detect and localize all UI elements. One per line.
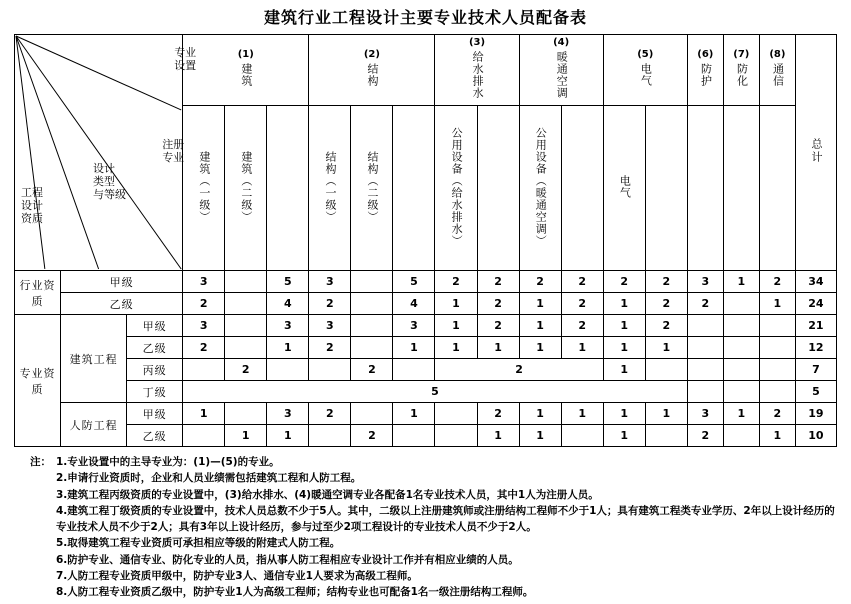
total-column-header: 总计	[795, 35, 836, 271]
group-header-hvac: (4) 暖通空调	[519, 35, 603, 106]
cell-total: 24	[795, 293, 836, 315]
cell	[183, 359, 225, 381]
cell	[687, 337, 723, 359]
note-item	[30, 470, 837, 486]
cell: 2	[645, 293, 687, 315]
cell-total: 34	[795, 271, 836, 293]
cell: 2	[645, 315, 687, 337]
cell: 1	[603, 403, 645, 425]
cell: 3	[309, 271, 351, 293]
subheader-hvac-other	[561, 106, 603, 271]
table-container	[0, 34, 851, 447]
cell: 1	[759, 425, 795, 447]
cell	[225, 337, 267, 359]
cell: 1	[225, 425, 267, 447]
row-grade-label: 乙级	[61, 293, 183, 315]
note-item	[30, 487, 837, 503]
cell	[435, 403, 477, 425]
cell: 1	[519, 425, 561, 447]
subheader-structural-level1: 结构（一级）	[309, 106, 351, 271]
cell: 1	[267, 425, 309, 447]
notes-section	[0, 447, 851, 600]
note-text: 5.取得建筑工程专业资质可承担相应等级的附建式人防工程。	[56, 537, 341, 550]
subheader-architect-level2: 建筑（二级）	[225, 106, 267, 271]
row-grade-label: 甲级	[61, 271, 183, 293]
group-header-architecture: (1) 建筑	[183, 35, 309, 106]
page-title: 建筑行业工程设计主要专业技术人员配备表	[263, 8, 587, 27]
cell: 1	[603, 315, 645, 337]
cell	[393, 425, 435, 447]
cell: 3	[267, 403, 309, 425]
cell-merged-full: 5	[183, 381, 688, 403]
cell	[723, 337, 759, 359]
corner-diagonal-cell: 专业 设置 注册 专业 设计 类型 与等级 工程 设计 资质	[15, 35, 183, 271]
cell	[225, 315, 267, 337]
cell	[723, 359, 759, 381]
subheader-communication	[759, 106, 795, 271]
table-row	[15, 315, 837, 337]
subheader-anti-chemical	[723, 106, 759, 271]
cell: 2	[561, 315, 603, 337]
note-text: 6.防护专业、通信专业、防化专业的人员，指从事人防工程相应专业设计工作并有相应业绩的人员。	[56, 553, 519, 566]
cell: 2	[309, 337, 351, 359]
cell-total: 21	[795, 315, 836, 337]
table-row	[15, 293, 837, 315]
header-group-row	[15, 35, 837, 106]
cell: 2	[435, 271, 477, 293]
cell: 2	[687, 293, 723, 315]
note-item	[30, 535, 837, 551]
cell	[183, 425, 225, 447]
subheader-structural-level2: 结构（二级）	[351, 106, 393, 271]
table-row	[15, 359, 837, 381]
note-item	[30, 584, 837, 600]
note-text: 4.建筑工程丁级资质的专业设置中，技术人员总数不少于5人。其中，二级以上注册建筑师或注册结构工程师不少于1人；具有建筑工程类专业学历、2年以上设计经历的专业技术人员不少于2人；具有3年以上设计经历，参与过至少2项工程设计的专业技术人员不少于2人。	[56, 504, 835, 534]
cell	[759, 337, 795, 359]
cell: 2	[561, 293, 603, 315]
subheader-electrical-other	[645, 106, 687, 271]
cell: 2	[183, 293, 225, 315]
cell: 2	[351, 359, 393, 381]
cell: 1	[477, 425, 519, 447]
cell: 1	[393, 337, 435, 359]
table-row	[15, 425, 837, 447]
cell	[561, 425, 603, 447]
subheader-architect-level1: 建筑（一级）	[183, 106, 225, 271]
cell: 1	[435, 337, 477, 359]
cell: 1	[603, 359, 645, 381]
cell: 2	[477, 271, 519, 293]
cell: 3	[267, 315, 309, 337]
cell: 2	[183, 337, 225, 359]
cell	[351, 293, 393, 315]
cell: 1	[519, 315, 561, 337]
subheader-water-other	[477, 106, 519, 271]
cell: 1	[519, 293, 561, 315]
cell: 1	[561, 337, 603, 359]
cell-total: 7	[795, 359, 836, 381]
cell: 1	[603, 425, 645, 447]
group-header-communication: (8) 通信	[759, 35, 795, 106]
row-grade-label: 甲级	[127, 403, 183, 425]
group-header-anti-chemical: (7) 防化	[723, 35, 759, 106]
cell: 1	[723, 403, 759, 425]
cell	[225, 271, 267, 293]
personnel-allocation-table	[14, 34, 837, 447]
table-row	[15, 403, 837, 425]
subheader-public-equipment-water: 公用设备（给水排水）	[435, 106, 477, 271]
cell	[723, 381, 759, 403]
cell	[267, 359, 309, 381]
cell	[645, 425, 687, 447]
cell-total: 12	[795, 337, 836, 359]
cell: 2	[759, 403, 795, 425]
row-sub-civil-defense-project: 人防工程	[61, 403, 127, 447]
cell	[435, 425, 477, 447]
cell	[351, 271, 393, 293]
cell: 1	[645, 337, 687, 359]
cell	[687, 315, 723, 337]
cell: 1	[183, 403, 225, 425]
cell-merged: 2	[435, 359, 603, 381]
cell: 3	[393, 315, 435, 337]
note-text: 8.人防工程专业资质乙级中，防护专业1人为高级工程师；结构专业也可配备1名一级注册结构工程师。	[56, 586, 534, 599]
cell	[225, 293, 267, 315]
cell: 3	[183, 315, 225, 337]
cell: 5	[393, 271, 435, 293]
row-group-professional-qualification: 专业资质	[15, 315, 61, 447]
cell	[309, 359, 351, 381]
row-grade-label: 甲级	[127, 315, 183, 337]
cell	[759, 381, 795, 403]
cell: 1	[435, 315, 477, 337]
cell	[645, 359, 687, 381]
cell: 2	[351, 425, 393, 447]
note-text: 2.申请行业资质时，企业和人员业绩需包括建筑工程和人防工程。	[56, 472, 362, 485]
cell: 1	[477, 337, 519, 359]
cell: 2	[759, 271, 795, 293]
note-text: 7.人防工程专业资质甲级中，防护专业3人、通信专业1人要求为高级工程师。	[56, 569, 418, 582]
cell: 4	[267, 293, 309, 315]
row-grade-label: 丁级	[127, 381, 183, 403]
cell	[687, 359, 723, 381]
table-row	[15, 381, 837, 403]
group-header-water-supply-drainage: (3) 给水排水	[435, 35, 519, 106]
cell: 1	[393, 403, 435, 425]
cell: 2	[477, 403, 519, 425]
cell	[723, 293, 759, 315]
row-grade-label: 丙级	[127, 359, 183, 381]
row-grade-label: 乙级	[127, 337, 183, 359]
cell	[393, 359, 435, 381]
cell: 1	[519, 403, 561, 425]
note-text: 1.专业设置中的主导专业为：(1)—(5)的专业。	[56, 456, 280, 468]
cell: 2	[561, 271, 603, 293]
subheader-architecture-other	[267, 106, 309, 271]
cell: 1	[759, 293, 795, 315]
cell: 2	[687, 425, 723, 447]
cell: 1	[561, 403, 603, 425]
cell	[759, 359, 795, 381]
group-header-electrical: (5) 电气	[603, 35, 687, 106]
cell: 3	[183, 271, 225, 293]
cell	[225, 403, 267, 425]
note-item	[30, 568, 837, 584]
cell	[723, 425, 759, 447]
subheader-structure-other	[393, 106, 435, 271]
cell: 2	[309, 403, 351, 425]
group-header-protection: (6) 防护	[687, 35, 723, 106]
group-header-structure: (2) 结构	[309, 35, 435, 106]
cell: 1	[723, 271, 759, 293]
cell-total: 5	[795, 381, 836, 403]
cell: 5	[267, 271, 309, 293]
row-group-industry-qualification: 行业资质	[15, 271, 61, 315]
note-item	[30, 552, 837, 568]
row-grade-label: 乙级	[127, 425, 183, 447]
cell: 1	[603, 293, 645, 315]
table-row	[15, 337, 837, 359]
cell	[309, 425, 351, 447]
cell	[351, 337, 393, 359]
cell-total: 19	[795, 403, 836, 425]
cell: 1	[603, 337, 645, 359]
note-item	[30, 503, 837, 536]
cell: 3	[309, 315, 351, 337]
cell	[687, 381, 723, 403]
cell: 2	[225, 359, 267, 381]
subheader-protection	[687, 106, 723, 271]
note-item	[30, 454, 837, 470]
cell: 2	[519, 271, 561, 293]
cell-total: 10	[795, 425, 836, 447]
cell: 2	[477, 315, 519, 337]
cell	[723, 315, 759, 337]
cell: 3	[687, 271, 723, 293]
cell	[759, 315, 795, 337]
cell: 1	[435, 293, 477, 315]
cell: 1	[267, 337, 309, 359]
row-sub-building-project: 建筑工程	[61, 315, 127, 403]
notes-label: 注：	[30, 456, 51, 468]
cell: 2	[645, 271, 687, 293]
cell: 1	[519, 337, 561, 359]
cell: 2	[477, 293, 519, 315]
subheader-electrical: 电气	[603, 106, 645, 271]
note-text: 3.建筑工程丙级资质的专业设置中，(3)给水排水、(4)暖通空调专业各配备1名专业技术人员，其中1人为注册人员。	[56, 488, 599, 501]
cell: 2	[309, 293, 351, 315]
subheader-public-equipment-hvac: 公用设备（暖通空调）	[519, 106, 561, 271]
cell	[351, 315, 393, 337]
cell: 1	[645, 403, 687, 425]
cell: 4	[393, 293, 435, 315]
cell: 2	[603, 271, 645, 293]
table-row	[15, 271, 837, 293]
cell: 3	[687, 403, 723, 425]
cell	[351, 403, 393, 425]
corner-diagonal-lines	[15, 35, 182, 270]
